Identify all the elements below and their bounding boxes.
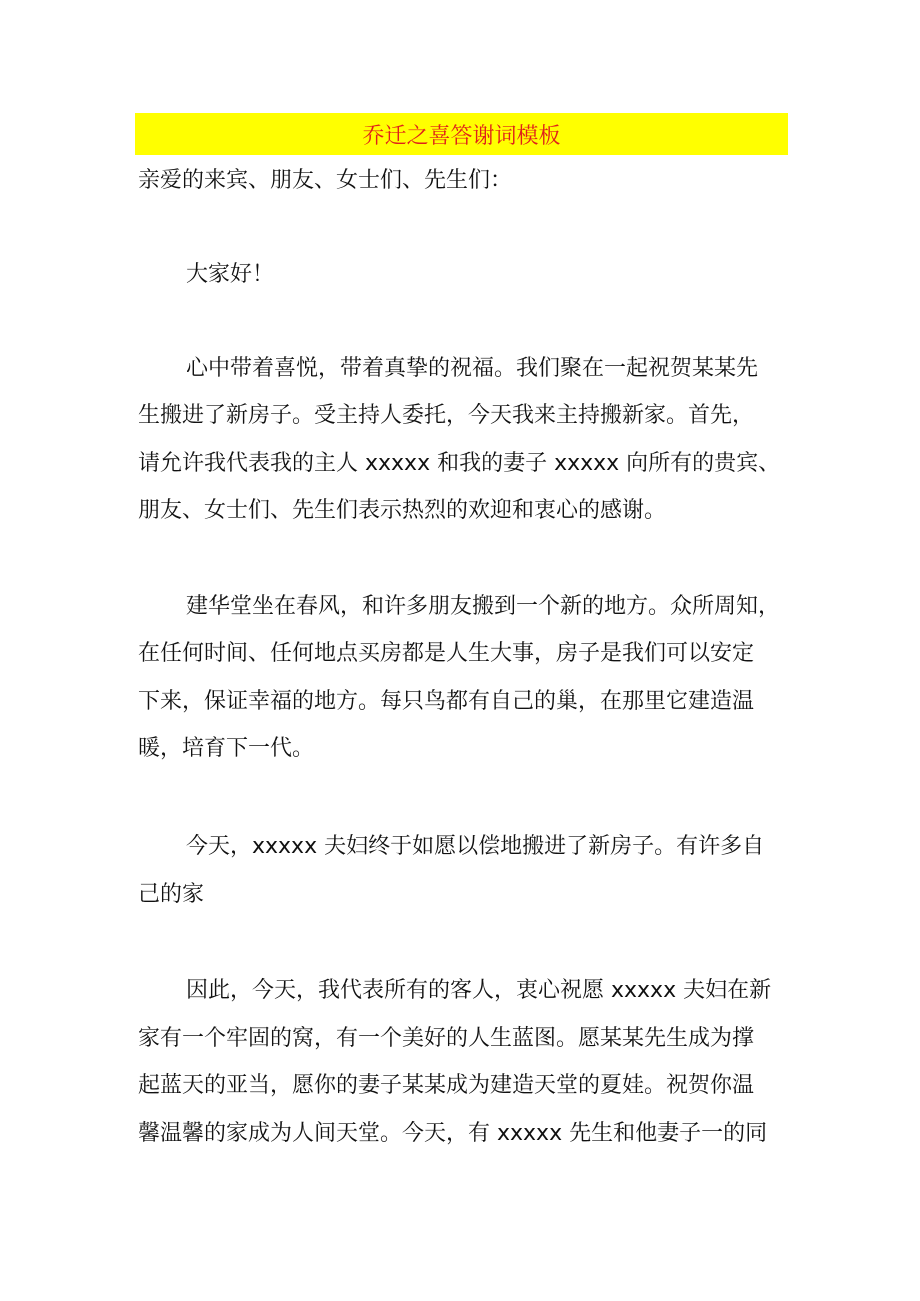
paragraph-4-line-2: 己的家 [138,882,205,907]
paragraph-2-line-1: 心中带着喜悦，带着真挚的祝福。我们聚在一起祝贺某某先 [186,356,759,381]
paragraph-2-line-3: 请允许我代表我的主人 xxxxx 和我的妻子 xxxxx 向所有的贵宾、 [138,451,781,476]
paragraph-1-line-1: 大家好！ [186,262,275,287]
paragraph-2-line-2: 生搬进了新房子。受主持人委托，今天我来主持搬新家。首先， [138,403,755,428]
paragraph-3-line-2: 在任何时间、任何地点买房都是人生大事，房子是我们可以安定 [138,641,755,666]
document-title: 乔迁之喜答谢词模板 [362,123,561,149]
greeting-line: 亲爱的来宾、朋友、女士们、先生们： [138,168,513,193]
paragraph-5-line-2: 家有一个牢固的窝，有一个美好的人生蓝图。愿某某先生成为撑 [138,1026,755,1051]
paragraph-3-line-4: 暖，培育下一代。 [138,736,315,761]
paragraph-5-line-4: 馨温馨的家成为人间天堂。今天，有 xxxxx 先生和他妻子一的同 [138,1121,768,1146]
paragraph-4-line-1: 今天，xxxxx 夫妇终于如愿以偿地搬进了新房子。有许多自 [186,834,765,859]
title-banner [135,113,788,155]
paragraph-2-line-4: 朋友、女士们、先生们表示热烈的欢迎和衷心的感谢。 [138,498,667,523]
paragraph-3-line-1: 建华堂坐在春风，和许多朋友搬到一个新的地方。众所周知， [186,594,781,619]
paragraph-5-line-1: 因此，今天，我代表所有的客人，衷心祝愿 xxxxx 夫妇在新 [186,978,772,1003]
paragraph-3-line-3: 下来，保证幸福的地方。每只鸟都有自己的巢，在那里它建造温 [138,689,755,714]
paragraph-5-line-3: 起蓝天的亚当，愿你的妻子某某成为建造天堂的夏娃。祝贺你温 [138,1073,755,1098]
